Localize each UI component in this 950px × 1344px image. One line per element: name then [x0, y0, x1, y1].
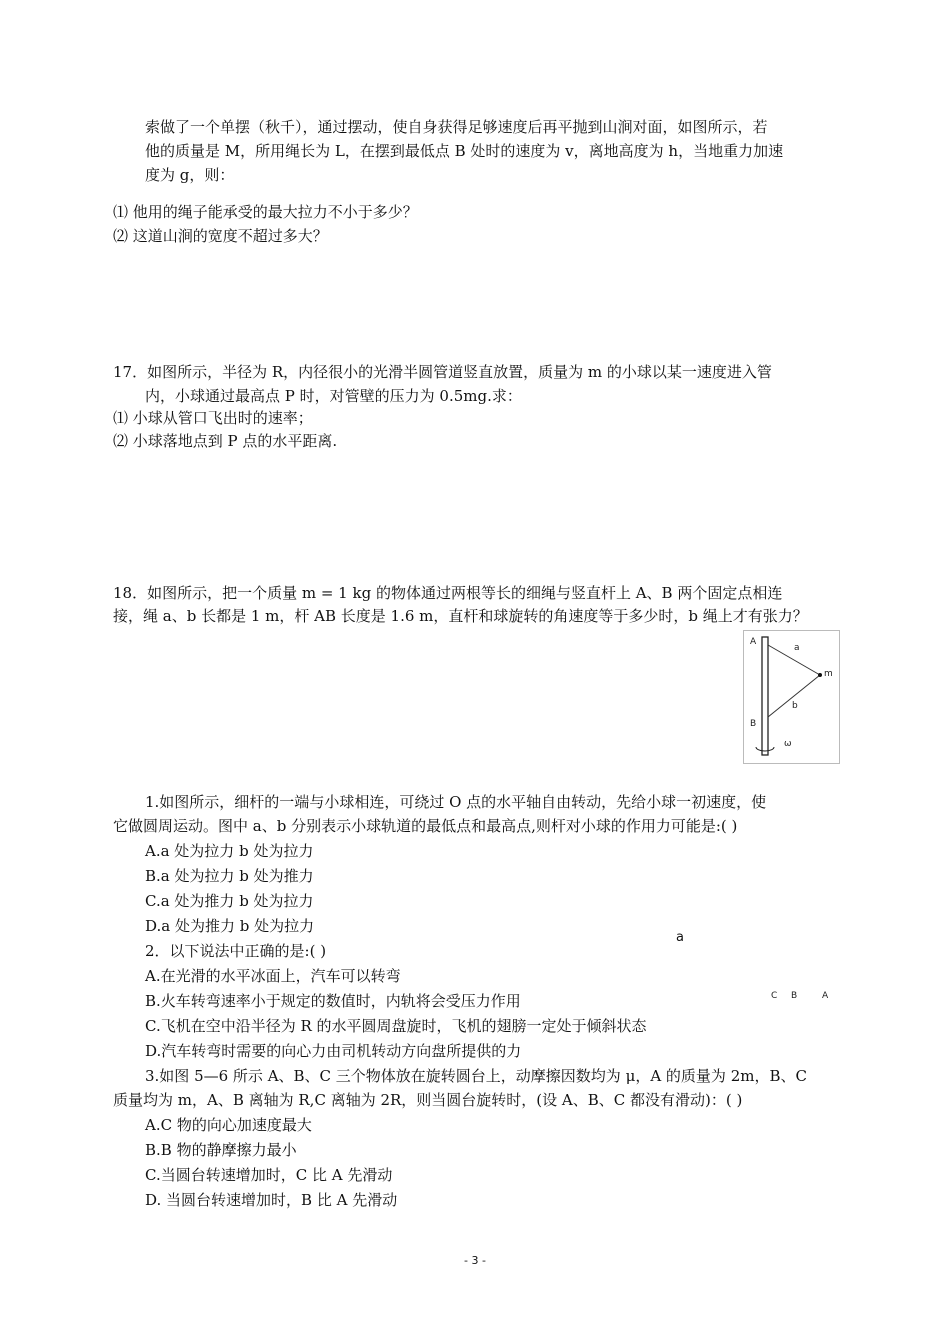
mc2-option-b: B.火车转弯速率小于规定的数值时，内轨将会受压力作用 [145, 992, 521, 1010]
mc1-option-c: C.a 处为推力 b 处为拉力 [145, 892, 314, 910]
label-a: a [794, 643, 800, 653]
q16-line3: 度为 g，则： [145, 166, 235, 184]
figure-label-a: a [676, 930, 684, 945]
mc2-option-d: D.汽车转弯时需要的向心力由司机转动方向盘所提供的力 [145, 1042, 522, 1060]
q18-figure [743, 630, 840, 764]
figure-label-C: C [771, 991, 778, 1001]
label-B: B [750, 719, 757, 729]
label-b: b [792, 701, 798, 711]
mc1-option-a: A.a 处为拉力 b 处为拉力 [145, 842, 314, 860]
mc3-stem2: 质量均为 m，A、B 离轴为 R,C 离轴为 2R，则当圆台旋转时，(设 A、B、C 都没有滑动)：( ) [113, 1091, 743, 1109]
q18-line1: 18．如图所示，把一个质量 m = 1 kg 的物体通过两根等长的细绳与竖直杆上 A、B 两个固定点相连 [113, 584, 783, 602]
mc2-stem: 2．以下说法中正确的是:( ) [145, 942, 327, 960]
mc3-option-a: A.C 物的向心加速度最大 [145, 1116, 312, 1134]
q17-line2: 内，小球通过最高点 P 时，对管壁的压力为 0.5mg.求： [145, 387, 522, 405]
vertical-rod [762, 637, 768, 755]
mass-point [818, 673, 822, 677]
rotation-arrow-icon [756, 747, 774, 751]
mc3-option-c: C.当圆台转速增加时，C 比 A 先滑动 [145, 1166, 393, 1184]
q16-line2: 他的质量是 M，所用绳长为 L，在摆到最低点 B 处时的速度为 v，离地高度为 h，当地重力加速 [145, 142, 784, 160]
mc1-stem1: 1.如图所示，细杆的一端与小球相连，可绕过 O 点的水平轴自由转动，先给小球一初速度，使 [145, 793, 767, 811]
q16-sub2: ⑵ 这道山涧的宽度不超过多大？ [113, 227, 328, 245]
mc3-option-b: B.B 物的静摩擦力最小 [145, 1141, 297, 1159]
mc2-option-a: A.在光滑的水平冰面上，汽车可以转弯 [145, 967, 401, 985]
q16-line1: 索做了一个单摆（秋千），通过摆动，使自身获得足够速度后再平抛到山涧对面，如图所示，若 [145, 118, 768, 136]
page-number: - 3 - [464, 1254, 486, 1267]
figure-label-A: A [822, 991, 829, 1001]
mc2-option-c: C.飞机在空中沿半径为 R 的水平圆周盘旋时，飞机的翅膀一定处于倾斜状态 [145, 1017, 647, 1035]
mc1-option-d: D.a 处为推力 b 处为拉力 [145, 917, 315, 935]
mc1-option-b: B.a 处为拉力 b 处为推力 [145, 867, 314, 885]
q16-sub1: ⑴ 他用的绳子能承受的最大拉力不小于多少？ [113, 203, 418, 221]
q17-sub2: ⑵ 小球落地点到 P 点的水平距离. [113, 432, 338, 450]
q17-sub1: ⑴ 小球从管口飞出时的速率； [113, 409, 313, 427]
label-m: m [824, 669, 833, 679]
q17-line1: 17．如图所示，半径为 R，内径很小的光滑半圆管道竖直放置，质量为 m 的小球以某一速度进入管 [113, 363, 772, 381]
figure-label-B: B [791, 991, 798, 1001]
label-omega: ω [784, 739, 792, 749]
q18-line2: 接，绳 a、b 长都是 1 m，杆 AB 长度是 1.6 m，直杆和球旋转的角速度等于多少时，b 绳上才有张力？ [113, 607, 808, 625]
mc3-stem1: 3.如图 5—6 所示 A、B、C 三个物体放在旋转圆台上，动摩擦因数均为 μ，A 的质量为 2m，B、C [145, 1067, 807, 1085]
label-A: A [750, 637, 757, 647]
mc1-stem2: 它做圆周运动。图中 a、b 分别表示小球轨道的最低点和最高点,则杆对小球的作用力可能是:( ) [113, 817, 738, 835]
mc3-option-d: D. 当圆台转速增加时，B 比 A 先滑动 [145, 1191, 398, 1209]
